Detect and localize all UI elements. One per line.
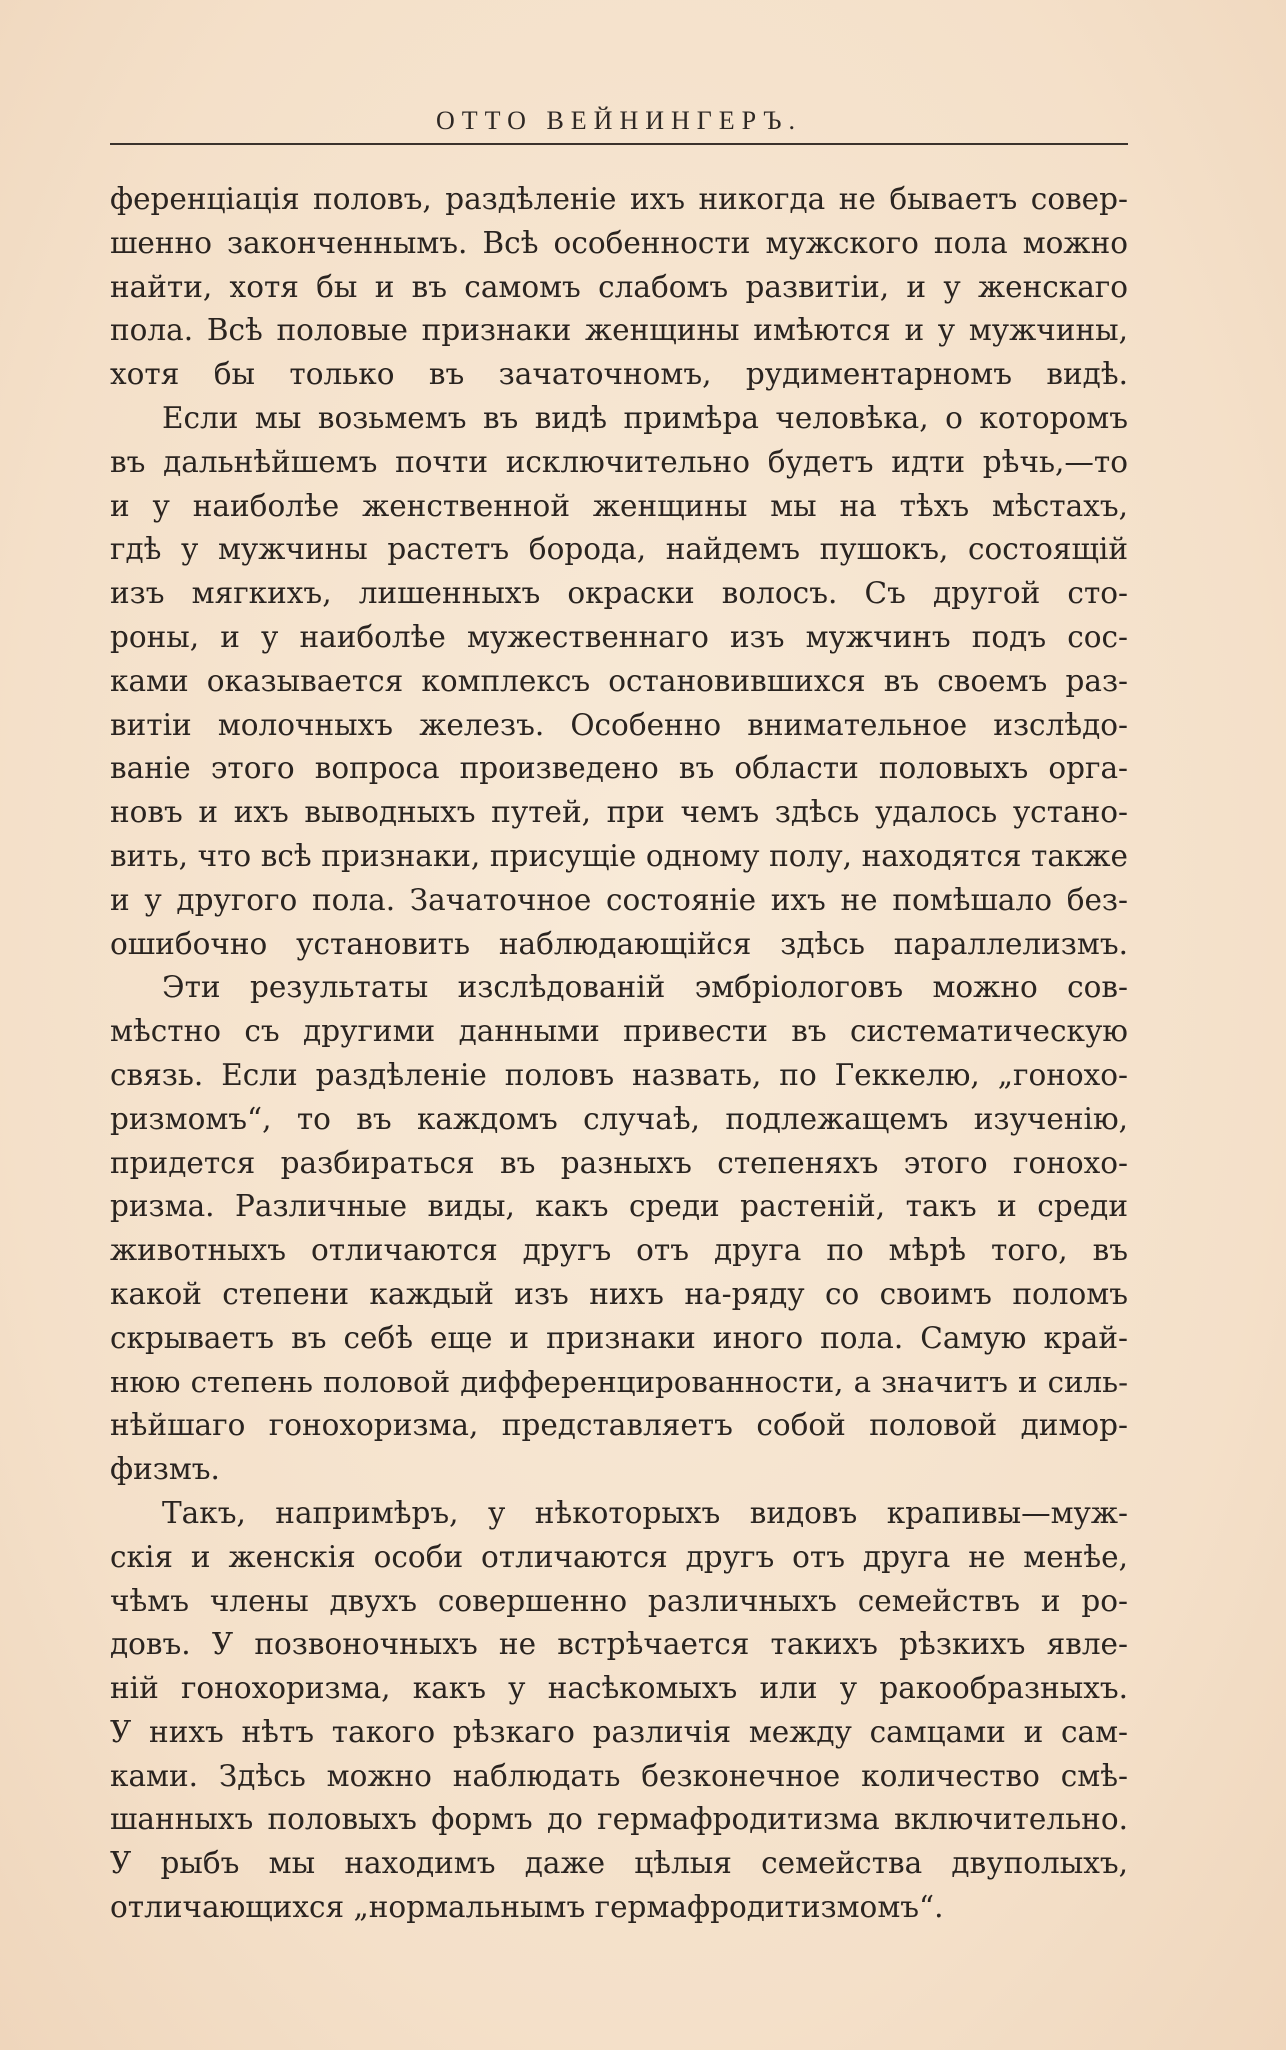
text-line: придется разбираться въ разныхъ степеняхъ этого гонохо- <box>110 1145 1128 1180</box>
text-line: ній гонохоризма, какъ у насѣкомыхъ или у ракообразныхъ. <box>110 1671 1128 1706</box>
text-line: нѣйшаго гонохоризма, представляетъ собой половой димор- <box>110 1408 1128 1443</box>
text-line: довъ. У позвоночныхъ не встрѣчается такихъ рѣзкихъ явле- <box>110 1627 1128 1662</box>
text-line: и у наиболѣе женственной женщины мы на тѣхъ мѣстахъ, <box>110 488 1128 523</box>
running-head: ОТТО ВЕЙНИНГЕРЪ. <box>435 106 803 135</box>
text-line: ризма. Различные виды, какъ среди растеній, такъ и среди <box>110 1189 1128 1224</box>
text-line: мѣстно съ другими данными привести въ систематическую <box>110 1014 1128 1049</box>
text-line: шенно законченнымъ. Всѣ особенности мужского пола можно <box>110 225 1128 260</box>
text-line: роны, и у наиболѣе мужественнаго изъ мужчинъ подъ сос- <box>110 619 1128 654</box>
header-rule <box>110 143 1128 145</box>
text-line: пола. Всѣ половые признаки женщины имѣются и у мужчины, <box>110 313 1128 348</box>
text-line: скрываетъ въ себѣ еще и признаки иного пола. Самую край- <box>110 1320 1128 1355</box>
text-line: Эти результаты изслѣдованій эмбріологовъ можно сов- <box>162 970 1128 1005</box>
text-line: и у другого пола. Зачаточное состояніе ихъ не помѣшало без- <box>110 882 1128 917</box>
text-line: изъ мягкихъ, лишенныхъ окраски волосъ. Съ другой сто- <box>110 576 1128 611</box>
body-text <box>110 178 1128 1930</box>
text-line: ками оказывается комплексъ остановившихся въ своемъ раз- <box>110 663 1128 698</box>
text-line: Такъ, напримѣръ, у нѣкоторыхъ видовъ крапивы—муж- <box>162 1495 1128 1530</box>
text-line: ками. Здѣсь можно наблюдать безконечное количество смѣ- <box>110 1758 1128 1793</box>
text-line: какой степени каждый изъ нихъ на-ряду со своимъ поломъ <box>110 1276 1128 1311</box>
text-line: скія и женскія особи отличаются другъ отъ друга не менѣе, <box>110 1539 1128 1574</box>
text-line: ференціація половъ, раздѣленіе ихъ никогда не бываетъ совер- <box>110 182 1128 216</box>
text-line: нюю степень половой дифференцированности, а значитъ и силь- <box>110 1364 1128 1399</box>
text-line: ошибочно установить наблюдающійся здѣсь параллелизмъ. <box>110 926 1128 961</box>
text-line: У рыбъ мы находимъ даже цѣлыя семейства двуполыхъ, <box>110 1846 1128 1881</box>
text-line: животныхъ отличаются другъ отъ друга по мѣрѣ того, въ <box>110 1233 1128 1268</box>
text-line: ваніе этого вопроса произведено въ области половыхъ орга- <box>110 751 1128 786</box>
text-line: хотя бы только въ зачаточномъ, рудиментарномъ видѣ. <box>110 357 1128 392</box>
text-line: У нихъ нѣтъ такого рѣзкаго различія между самцами и сам- <box>110 1714 1128 1749</box>
text-line: отличающихся „нормальнымъ гермафродитизмомъ“. <box>110 1890 944 1925</box>
text-line: гдѣ у мужчины растетъ борода, найдемъ пушокъ, состоящій <box>110 532 1128 567</box>
text-line: ризмомъ“, то въ каждомъ случаѣ, подлежащемъ изученію, <box>110 1101 1128 1136</box>
text-line: связь. Если раздѣленіе половъ назвать, по Геккелю, „гонохо- <box>110 1057 1128 1092</box>
text-line: шанныхъ половыхъ формъ до гермафродитизма включительно. <box>110 1802 1128 1837</box>
text-line: витіи молочныхъ железъ. Особенно внимательное изслѣдо- <box>110 707 1128 742</box>
text-line: вить, что всѣ признаки, присущіе одному полу, находятся также <box>110 838 1128 873</box>
text-line: физмъ. <box>110 1452 220 1487</box>
text-line: новъ и ихъ выводныхъ путей, при чемъ здѣсь удалось устано- <box>110 795 1128 830</box>
text-line: найти, хотя бы и въ самомъ слабомъ развитіи, и у женскаго <box>110 269 1128 304</box>
text-line: Если мы возьмемъ въ видѣ примѣра человѣка, о которомъ <box>162 400 1128 435</box>
text-line: чѣмъ члены двухъ совершенно различныхъ семействъ и ро- <box>110 1583 1128 1618</box>
text-line: въ дальнѣйшемъ почти исключительно будетъ идти рѣчь,—то <box>110 444 1128 479</box>
